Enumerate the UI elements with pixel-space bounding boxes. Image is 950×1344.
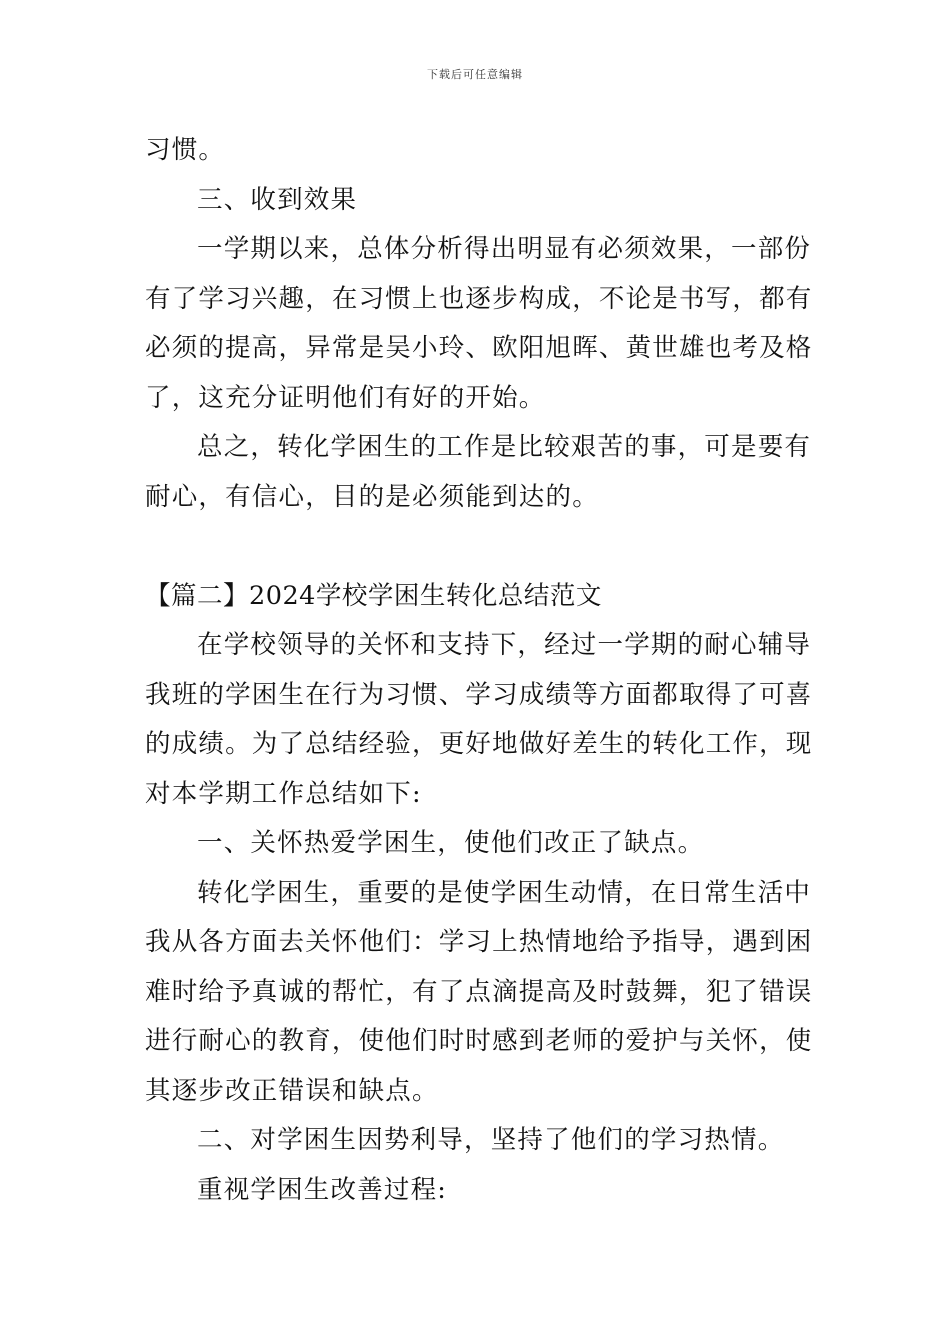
paragraph-line: 我班的学困生在行为习惯、学习成绩等方面都取得了可喜	[145, 679, 813, 710]
paragraph-line: 总之，转化学困生的工作是比较艰苦的事，可是要有	[197, 432, 812, 462]
paragraph-line: 对本学期工作总结如下:	[145, 778, 422, 809]
page-header-note: 下载后可任意编辑	[427, 68, 523, 81]
paragraph-line: 一学期以来，总体分析得出明显有必须效果，一部份	[197, 234, 812, 264]
paragraph-line: 其逐步改正错误和缺点。	[145, 1075, 439, 1106]
paragraph-line: 重视学困生改善过程:	[197, 1174, 448, 1205]
paragraph-line: 的成绩。为了总结经验，更好地做好差生的转化工作，现	[145, 729, 813, 759]
section-heading-results: 三、收到效果	[197, 184, 358, 215]
paragraph-line: 转化学困生，重要的是使学困生动情，在日常生活中	[197, 877, 812, 908]
blank-line	[145, 522, 810, 572]
paragraph-line: 我从各方面去关怀他们：学习上热情地给予指导，遇到困	[145, 927, 813, 957]
section-heading-guidance: 二、对学困生因势利导，坚持了他们的学习热情。	[197, 1125, 785, 1155]
document-body	[145, 126, 813, 1215]
section-heading-care: 一、关怀热爱学困生，使他们改正了缺点。	[197, 828, 705, 858]
paragraph-line: 进行耐心的教育，使他们时时感到老师的爱护与关怀，使	[145, 1026, 813, 1056]
section-title: 【篇二】2024学校学困生转化总结范文	[145, 580, 602, 611]
paragraph-line: 习惯。	[145, 135, 226, 165]
paragraph-line: 有了学习兴趣，在习惯上也逐步构成，不论是书写，都有	[145, 283, 813, 314]
paragraph-line: 了，这充分证明他们有好的开始。	[145, 382, 546, 413]
paragraph-line: 在学校领导的关怀和支持下，经过一学期的耐心辅导	[197, 630, 812, 660]
paragraph-line: 难时给予真诚的帮忙，有了点滴提高及时鼓舞，犯了错误	[145, 976, 813, 1007]
paragraph-line: 必须的提高，异常是吴小玲、欧阳旭晖、黄世雄也考及格	[145, 333, 813, 363]
paragraph-line: 耐心，有信心，目的是必须能到达的。	[145, 481, 599, 512]
